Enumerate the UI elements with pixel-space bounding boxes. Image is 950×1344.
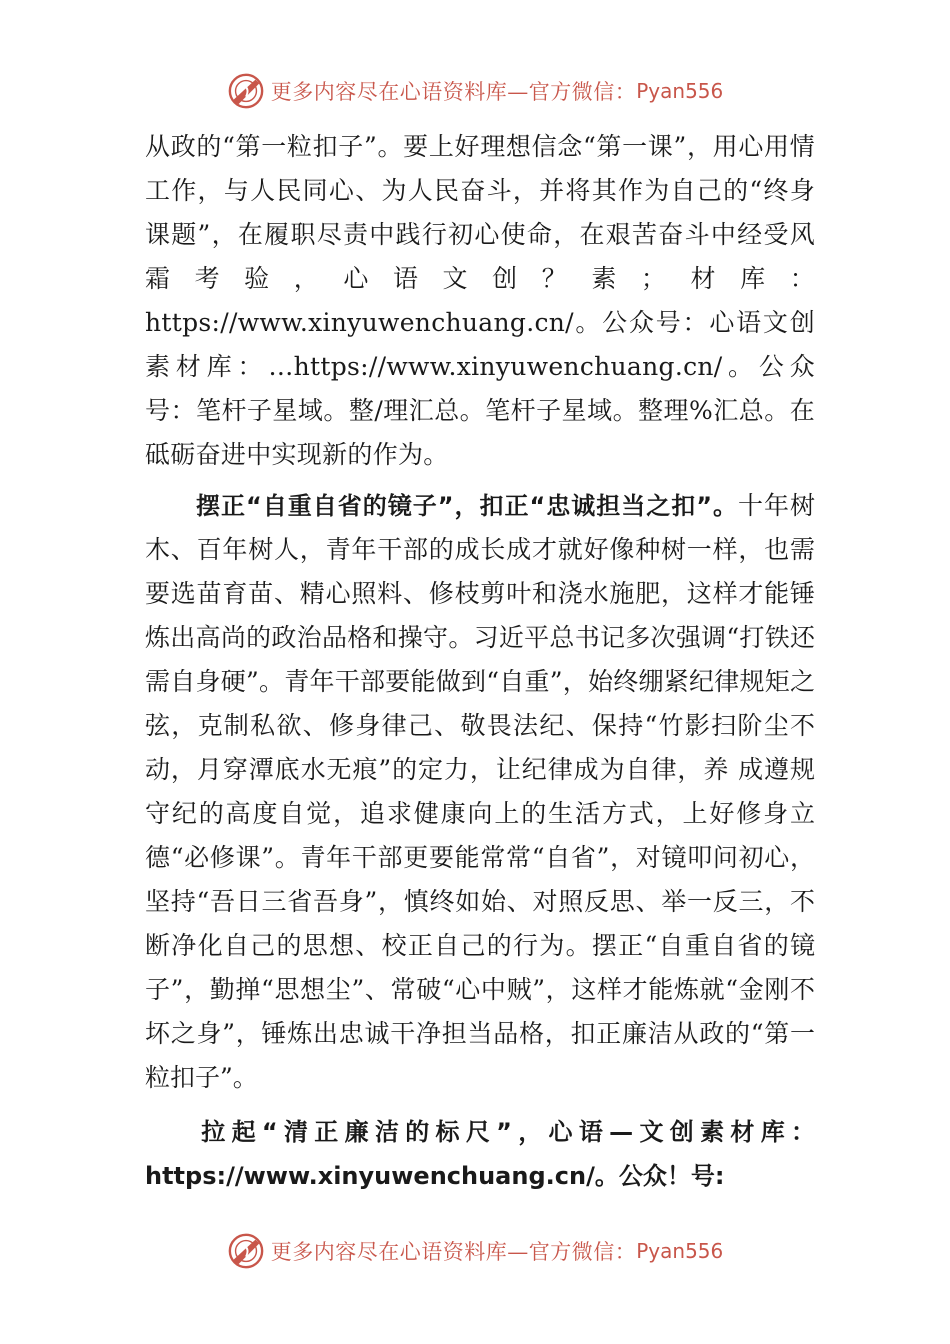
- banner-text: 更多内容尽在心语资料库—官方微信：: [270, 1240, 637, 1264]
- paragraph-1: 从政的“第一粒扣子”。要上好理想信念“第一课”，用心用情工作，与人民同心、为人民奋斗，并将其作为自己的“终身课题”，在履职尽责中践行初心使命，在艰苦奋斗中经受风霜考验，心语文创？素；材库：https://www.xinyuwenchuang.cn/。公众号：心语文创素材库：…https://www.xinyuwenchuang.cn/。公众号：笔杆子星域。整/理汇总。笔杆子星域。整理%汇总。在砥砺奋进中实现新的作为。: [145, 132, 815, 469]
- header-watermark-banner: [0, 66, 950, 116]
- paragraph-2-heading: 摆正“自重自省的镜子”，扣正“忠诚担当之扣”。: [195, 492, 738, 520]
- banner-text: 更多内容尽在心语资料库—官方微信：: [270, 80, 637, 104]
- banner-wechat-id: Pyan556: [636, 1239, 724, 1263]
- paragraph-2: [145, 484, 815, 1100]
- paragraph-3: [145, 1110, 815, 1198]
- paragraph-2-body: 十年树木、百年树人，青年干部的成长成才就好像种树一样，也需要选苗育苗、精心照料、修枝剪叶和浇水施肥，这样才能锤炼出高尚的政治品格和操守。习近平总书记多次强调“打铁还需自身硬”。青年干部要能做到“自重”，始终绷紧纪律规矩之弦，克制私欲、修身律己、敬畏法纪、保持“竹影扫阶尘不动，月穿潭底水无痕”的定力，让纪律成为自律，养 成遵规守纪的高度自觉，追求健康向上的生活方式，上好修身立德“必修课”。青年干部更要能常常“自省”，对镜叩问初心，坚持“吾日三省吾身”，慎终如始、对照反思、举一反三，不断净化自己的思想、校正自己的行为。摆正“自重自省的镜子”，勤掸“思想尘”、常破“心中贼”，这样才能炼就“金刚不坏之身”，锤炼出忠诚干净担当品格，扣正廉洁从政的“第一粒扣子”。: [145, 491, 815, 1092]
- brand-logo-icon: [227, 1232, 265, 1270]
- document-body: [145, 125, 815, 1198]
- paragraph-3-heading: 拉起“清正廉洁的标尺”，心语—文创素材库：https://www.xinyuwenchuang.cn/。公众！号:: [145, 1118, 815, 1190]
- banner-wechat-id: Pyan556: [636, 79, 724, 103]
- brand-logo-icon: [227, 72, 265, 110]
- footer-watermark-banner: [0, 1226, 950, 1276]
